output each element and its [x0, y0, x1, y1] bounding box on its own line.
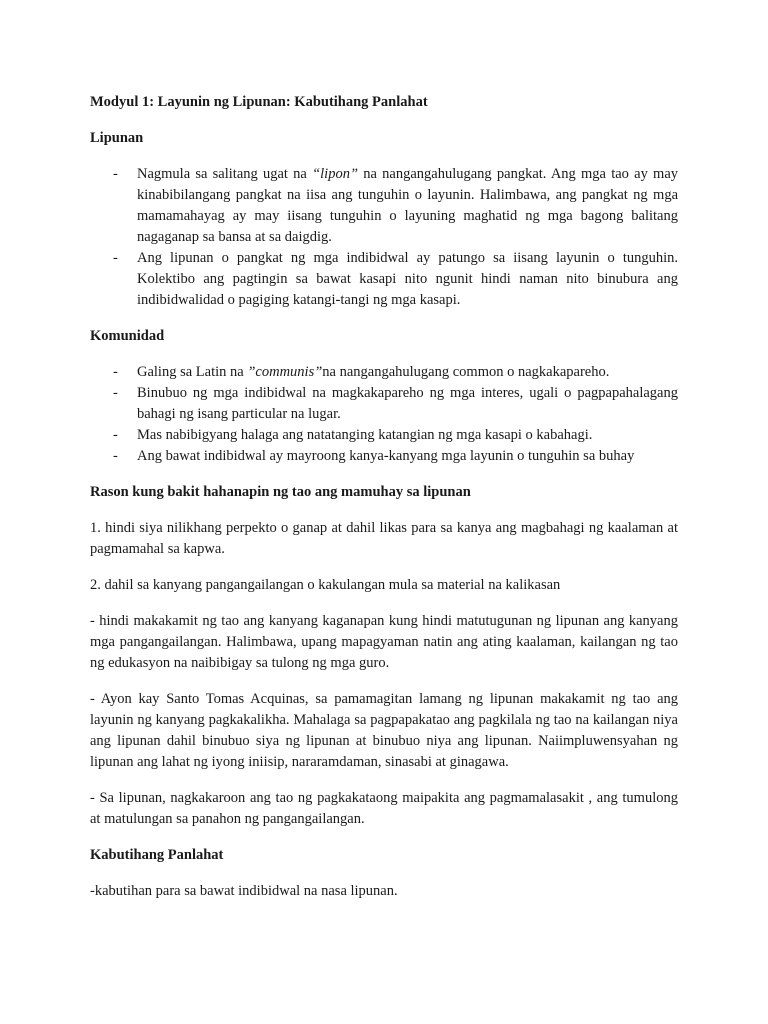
list-item: - Binubuo ng mga indibidwal na magkakapareho ng mga interes, ugali o pagpapahalagang bahagi ng isang particular na lugar.: [113, 385, 678, 422]
dash-bullet: -: [113, 427, 118, 443]
paragraph: -kabutihan para sa bawat indibidwal na nasa lipunan.: [90, 883, 398, 899]
lipunan-list: [90, 164, 678, 311]
dash-bullet: -: [113, 364, 118, 380]
paragraph: 1. hindi siya nilikhang perpekto o ganap at dahil likas para sa kanya ang magbahagi ng kaalaman at pagmamahal sa kapwa.: [90, 520, 678, 557]
dash-bullet: -: [113, 385, 118, 401]
paragraph: - Sa lipunan, nagkakaroon ang tao ng pagkakataong maipakita ang pagmamalasakit , ang tumulong at matulungan sa panahon ng pangangailangan.: [90, 790, 678, 827]
paragraph: - hindi makakamit ng tao ang kanyang kaganapan kung hindi matutugunan ng lipunan ang kanyang mga pangangailangan. Halimbawa, upang mapagyaman natin ang ating kaalaman, kailangan ng tao ng edukasyon na naibibigay sa tulong ng mga guro.: [90, 613, 678, 671]
section-heading-komunidad: Komunidad: [90, 328, 165, 344]
paragraph: - Ayon kay Santo Tomas Acquinas, sa pamamagitan lamang ng lipunan makakamit ng tao ang layunin ng kanyang pagkakalikha. Mahalaga sa pagpapakatao ang pagkilala ng tao na kailangan niya ang lipunan dahil binubuo siya ng lipunan at binubuo niya ang lipunan. Naiimpluwensyahan ng lipunan ang lahat ng iyong iniisip, nararamdaman, sinasabi at ginagawa.: [90, 691, 678, 770]
list-item: - Galing sa Latin na ”communis”na nangangahulugang common o nagkakapareho.: [90, 362, 678, 383]
dash-bullet: -: [113, 250, 118, 266]
dash-bullet: -: [113, 166, 118, 182]
section-heading-kabutihang-panlahat: Kabutihang Panlahat: [90, 847, 224, 863]
paragraph: 2. dahil sa kanyang pangangailangan o kakulangan mula sa material na kalikasan: [90, 577, 561, 593]
komunidad-list: [90, 362, 678, 467]
section-heading-lipunan: Lipunan: [90, 130, 144, 146]
list-item: - Ang bawat indibidwal ay mayroong kanya-kanyang mga layunin o tunguhin sa buhay: [90, 446, 678, 467]
section-heading-rason: Rason kung bakit hahanapin ng tao ang mamuhay sa lipunan: [90, 484, 471, 500]
emphasis-term: ”communis”: [247, 364, 323, 380]
list-item: - Nagmula sa salitang ugat na “lipon” na nangangahulugang pangkat. Ang mga tao ay may kinabibilangang pangkat na iisa ang tunguhin o layunin. Halimbawa, ang pangkat ng mga mamamahayag ay may iisang tunguhin o layuning maghatid ng mga bagong balitang nagaganap sa bansa at sa daigdig.: [113, 166, 678, 245]
list-item: - Mas nabibigyang halaga ang natatanging katangian ng mga kasapi o kabahagi.: [90, 425, 678, 446]
document-title: Modyul 1: Layunin ng Lipunan: Kabutihang Panlahat: [90, 94, 428, 110]
list-item: - Ang lipunan o pangkat ng mga indibidwal ay patungo sa iisang layunin o tunguhin. Kolektibo ang pagtingin sa bawat kasapi nito ngunit hindi naman nito binubura ang indibidwalidad o pagiging katangi-tangi ng mga kasapi.: [113, 250, 678, 308]
dash-bullet: -: [113, 448, 118, 464]
emphasis-term: “lipon”: [312, 166, 359, 182]
